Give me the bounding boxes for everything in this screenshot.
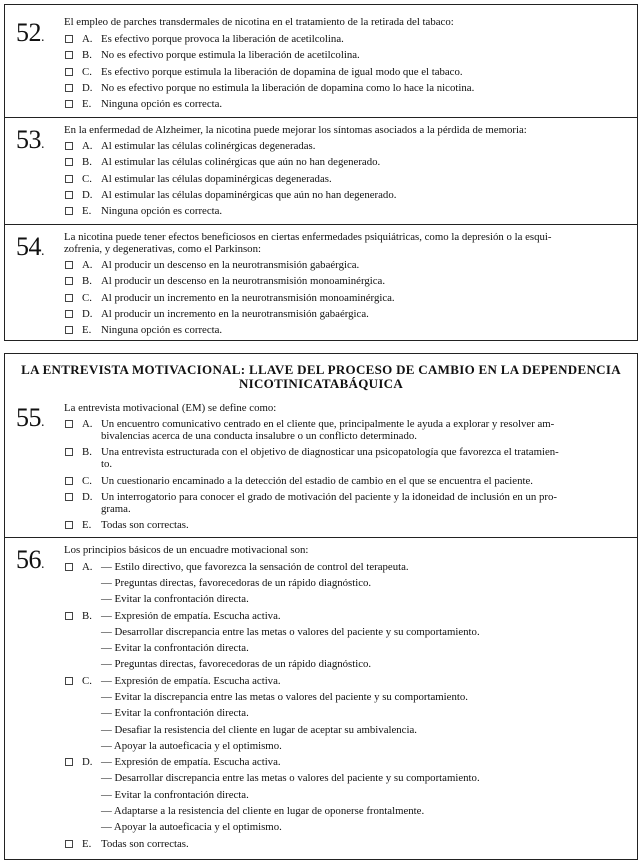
- checkbox[interactable]: [65, 677, 73, 685]
- checkbox[interactable]: [65, 175, 73, 183]
- q56-c-line: — Apoyar la autoeficacia y el optimismo.: [101, 740, 282, 752]
- checkbox[interactable]: [65, 158, 73, 166]
- checkbox[interactable]: [65, 420, 73, 428]
- question-number-55: 55.: [16, 403, 44, 432]
- checkbox[interactable]: [65, 277, 73, 285]
- q56-a-line: — Preguntas directas, favorecedoras de un rápido diagnóstico.: [101, 577, 372, 589]
- divider: [5, 537, 637, 538]
- q56-b-line: — Desarrollar discrepancia entre las metas o valores del paciente y su comportamiento.: [101, 626, 480, 638]
- checkbox[interactable]: [65, 207, 73, 215]
- checkbox[interactable]: [65, 261, 73, 269]
- q56-b-line: — Evitar la confrontación directa.: [101, 642, 249, 654]
- checkbox[interactable]: [65, 448, 73, 456]
- q56-a-line: — Estilo directivo, que favorezca la sensación de control del terapeuta.: [101, 561, 409, 573]
- question-number-54: 54.: [16, 232, 44, 261]
- question-56-stem: Los principios básicos de un encuadre motivacional son:: [64, 544, 309, 556]
- q56-a-line: — Evitar la confrontación directa.: [101, 593, 249, 605]
- checkbox[interactable]: [65, 563, 73, 571]
- q56-d-line: — Adaptarse a la resistencia del cliente en lugar de oponerse frontalmente.: [101, 805, 425, 817]
- q56-d-line: — Apoyar la autoeficacia y el optimismo.: [101, 821, 282, 833]
- question-number-53: 53.: [16, 125, 44, 154]
- section-title: LA ENTREVISTA MOTIVACIONAL: LLAVE DEL PROCESO DE CAMBIO EN LA DEPENDENCIA NICOTINICATABÁQUICA: [21, 362, 621, 391]
- questions-panel-2: LA ENTREVISTA MOTIVACIONAL: LLAVE DEL PROCESO DE CAMBIO EN LA DEPENDENCIA NICOTINICATABÁQUICA 55. La entrevista motivacional (EM) se define como: A. Un encuentro comunicativo centrado en el cliente que, principalmente le ayuda a explorar y resolver am- bivalencias acerca de una conducta insalubre o un conflicto determinado. B. Una entrevista estructurada con el objetivo de diagnosticar una psicopatología que favorezca el tratamien- to. C. Un cuestionario encaminado a la detección del estadio de cambio en el que se encuentra el paciente. D. Un interrogatorio para conocer el grado de motivación del paciente y la idoneidad de inclusión en un pro- grama. E. Todas son correctas. 56. Los principios básicos de un encuadre motivacional son: A. — Estilo directivo, que favorezca la sensación de control del terapeuta. — Preguntas directas, favorecedoras de un rápido diagnóstico. — Evitar la confrontación directa. B. — Expresión de empatía. Escucha activa. — Desarrollar discrepancia entre las metas o valores del paciente y su comportamiento. — Evitar la confrontación directa. — Preguntas directas, favorecedoras de un rápido diagnóstico. C. — Expresión de empatía. Escucha activa. — Evitar la discrepancia entre las metas o valores del paciente y su comportamiento. — Evitar la confrontación directa. — Desafiar la resistencia del cliente en lugar de aceptar su ambivalencia. — Apoyar la autoeficacia y el optimismo. D. — Expresión de empatía. Escucha activa. — Desarrollar discrepancia entre las metas o valores del paciente y su comportamiento. — Evitar la confrontación directa. — Adaptarse a la resistencia del cliente en lugar de oponerse frontalmente. — Apoyar la autoeficacia y el optimismo. E. Todas son correctas.: [4, 353, 638, 860]
- q56-d-line: — Expresión de empatía. Escucha activa.: [101, 756, 281, 768]
- q56-c-line: — Evitar la confrontación directa.: [101, 707, 249, 719]
- q56-c-line: — Expresión de empatía. Escucha activa.: [101, 675, 281, 687]
- divider: [5, 117, 637, 118]
- question-number-56: 56.: [16, 545, 44, 574]
- checkbox[interactable]: [65, 68, 73, 76]
- divider: [5, 224, 637, 225]
- checkbox[interactable]: [65, 84, 73, 92]
- checkbox[interactable]: [65, 326, 73, 334]
- questions-panel-1: 52. El empleo de parches transdermales de nicotina en el tratamiento de la retirada del tabaco: A. Es efectivo porque provoca la liberación de acetilcolina. B. No es efectivo porque estimula la liberación de acetilcolina. C. Es efectivo porque estimula la liberación de dopamina de igual modo que el tabaco. D. No es efectivo porque no estimula la liberación de dopamina como lo hace la nicotina. E. Ninguna opción es correcta. 53. En la enfermedad de Alzheimer, la nicotina puede mejorar los síntomas asociados a la pérdida de memoria: A. Al estimular las células colinérgicas degeneradas. B. Al estimular las células colinérgicas que aún no han degenerado. C. Al estimular las células dopaminérgicas degeneradas. D. Al estimular las células dopaminérgicas que aún no han degenerado. E. Ninguna opción es correcta. 54. La nicotina puede tener efectos beneficiosos en ciertas enfermedades psiquiátricas, como la depresión o la esqui- zofrenia, y degenerativas, como el Parkinson: A. Al producir un descenso en la neurotransmisión gabaérgica. B. Al producir un descenso en la neurotransmisión monoaminérgica. C. Al producir un incremento en la neurotransmisión monoaminérgica. D. Al producir un incremento en la neurotransmisión gabaérgica. E. Ninguna opción es correcta.: [4, 4, 638, 341]
- checkbox[interactable]: [65, 142, 73, 150]
- question-52-stem: El empleo de parches transdermales de nicotina en el tratamiento de la retirada del tabaco:: [64, 16, 454, 28]
- question-number-52: 52.: [16, 18, 44, 47]
- checkbox[interactable]: [65, 51, 73, 59]
- question-54-stem: La nicotina puede tener efectos beneficiosos en ciertas enfermedades psiquiátricas, como la depresión o la esqui- zofrenia, y degenerativas, como el Parkinson:: [64, 231, 552, 255]
- checkbox[interactable]: [65, 612, 73, 620]
- checkbox[interactable]: [65, 521, 73, 529]
- q56-b-line: — Expresión de empatía. Escucha activa.: [101, 610, 281, 622]
- q56-d-line: — Evitar la confrontación directa.: [101, 789, 249, 801]
- checkbox[interactable]: [65, 493, 73, 501]
- question-55-stem: La entrevista motivacional (EM) se define como:: [64, 402, 277, 414]
- q56-c-line: — Desafiar la resistencia del cliente en lugar de aceptar su ambivalencia.: [101, 724, 417, 736]
- q56-c-line: — Evitar la discrepancia entre las metas o valores del paciente y su comportamiento.: [101, 691, 468, 703]
- checkbox[interactable]: [65, 758, 73, 766]
- question-53-stem: En la enfermedad de Alzheimer, la nicotina puede mejorar los síntomas asociados a la pérdida de memoria:: [64, 124, 527, 136]
- checkbox[interactable]: [65, 294, 73, 302]
- checkbox[interactable]: [65, 100, 73, 108]
- checkbox[interactable]: [65, 191, 73, 199]
- q56-d-line: — Desarrollar discrepancia entre las metas o valores del paciente y su comportamiento.: [101, 772, 480, 784]
- checkbox[interactable]: [65, 477, 73, 485]
- checkbox[interactable]: [65, 310, 73, 318]
- checkbox[interactable]: [65, 840, 73, 848]
- checkbox[interactable]: [65, 35, 73, 43]
- q56-b-line: — Preguntas directas, favorecedoras de un rápido diagnóstico.: [101, 658, 372, 670]
